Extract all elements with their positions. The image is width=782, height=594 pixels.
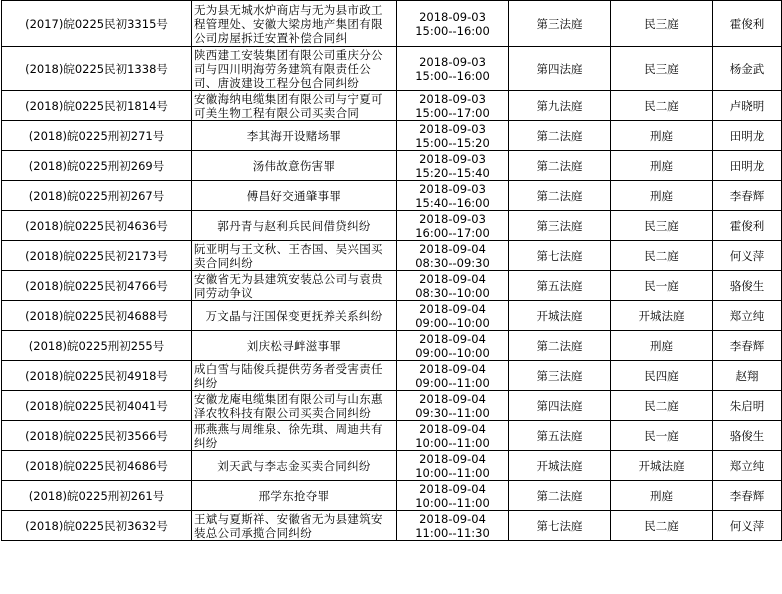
hearing-time	[397, 421, 509, 451]
case-cause: 刘庆松寻衅滋事罪	[192, 331, 397, 361]
judge: 卢晓明	[713, 91, 782, 121]
hearing-slot: 15:00--15:20	[415, 135, 490, 150]
case-number: (2018)皖0225民初4686号	[2, 451, 192, 481]
hearing-time	[397, 391, 509, 421]
hearing-time	[397, 91, 509, 121]
courtroom: 第二法庭	[509, 481, 611, 511]
tribunal: 民一庭	[611, 421, 713, 451]
case-cause: 刘天武与李志金买卖合同纠纷	[192, 451, 397, 481]
hearing-slot: 08:30--09:30	[415, 255, 490, 270]
hearing-slot: 15:20--15:40	[415, 165, 490, 180]
hearing-date: 2018-09-04	[419, 241, 486, 256]
hearing-slot: 09:00--10:00	[415, 315, 490, 330]
case-number: (2018)皖0225民初1814号	[2, 91, 192, 121]
judge: 霍俊利	[713, 1, 782, 47]
hearing-date: 2018-09-04	[419, 331, 486, 346]
case-number: (2018)皖0225民初4918号	[2, 361, 192, 391]
case-cause: 傅昌好交通肇事罪	[192, 181, 397, 211]
hearing-slot: 09:00--10:00	[415, 345, 490, 360]
judge: 李春辉	[713, 181, 782, 211]
table-row	[2, 1, 782, 47]
courtroom: 第三法庭	[509, 361, 611, 391]
case-number: (2018)皖0225民初3566号	[2, 421, 192, 451]
table-row	[2, 391, 782, 421]
case-number: (2017)皖0225民初3315号	[2, 1, 192, 47]
case-number: (2018)皖0225民初3632号	[2, 511, 192, 541]
hearing-time	[397, 121, 509, 151]
case-cause: 陕西建工安装集团有限公司重庆分公司与四川明海劳务建筑有限责任公司、唐波建设工程分包合同纠纷	[192, 47, 397, 91]
case-cause: 汤伟故意伤害罪	[192, 151, 397, 181]
judge: 郑立纯	[713, 451, 782, 481]
hearing-date: 2018-09-04	[419, 391, 486, 406]
courtroom: 第九法庭	[509, 91, 611, 121]
courtroom: 开城法庭	[509, 451, 611, 481]
table-row	[2, 241, 782, 271]
table-row	[2, 301, 782, 331]
hearing-time	[397, 1, 509, 47]
case-number: (2018)皖0225民初2173号	[2, 241, 192, 271]
courtroom: 第四法庭	[509, 391, 611, 421]
tribunal: 民二庭	[611, 241, 713, 271]
courtroom: 第三法庭	[509, 1, 611, 47]
case-cause: 安徽省无为县建筑安装总公司与袁贵同劳动争议	[192, 271, 397, 301]
case-cause: 李其海开设赌场罪	[192, 121, 397, 151]
tribunal: 民二庭	[611, 91, 713, 121]
case-cause: 郭丹青与赵利兵民间借贷纠纷	[192, 211, 397, 241]
hearing-time	[397, 181, 509, 211]
hearing-time	[397, 47, 509, 91]
case-number: (2018)皖0225民初4636号	[2, 211, 192, 241]
courtroom: 第五法庭	[509, 271, 611, 301]
hearing-schedule-table	[1, 0, 782, 541]
case-number: (2018)皖0225刑初267号	[2, 181, 192, 211]
case-cause: 邢燕燕与周维泉、徐先琪、周迪共有纠纷	[192, 421, 397, 451]
hearing-date: 2018-09-03	[419, 211, 486, 226]
tribunal: 刑庭	[611, 481, 713, 511]
hearing-slot: 15:40--16:00	[415, 195, 490, 210]
hearing-slot: 10:00--11:00	[415, 435, 490, 450]
tribunal: 民二庭	[611, 511, 713, 541]
hearing-time	[397, 271, 509, 301]
tribunal: 民四庭	[611, 361, 713, 391]
hearing-time	[397, 241, 509, 271]
case-number: (2018)皖0225刑初255号	[2, 331, 192, 361]
tribunal: 民一庭	[611, 271, 713, 301]
table-row	[2, 361, 782, 391]
hearing-date: 2018-09-04	[419, 451, 486, 466]
judge: 李春辉	[713, 331, 782, 361]
hearing-date: 2018-09-03	[419, 91, 486, 106]
judge: 田明龙	[713, 121, 782, 151]
tribunal: 刑庭	[611, 331, 713, 361]
hearing-time	[397, 331, 509, 361]
case-cause: 无为县无城水炉商店与无为县市政工程管理处、安徽大梁房地产集团有限公司房屋拆迁安置补偿合同纠	[192, 1, 397, 47]
courtroom: 第三法庭	[509, 211, 611, 241]
tribunal: 民二庭	[611, 391, 713, 421]
table-row	[2, 181, 782, 211]
hearing-slot: 16:00--17:00	[415, 225, 490, 240]
judge: 赵翔	[713, 361, 782, 391]
table-row	[2, 91, 782, 121]
case-number: (2018)皖0225民初4041号	[2, 391, 192, 421]
hearing-time	[397, 301, 509, 331]
hearing-time	[397, 511, 509, 541]
table-row	[2, 481, 782, 511]
hearing-date: 2018-09-03	[419, 121, 486, 136]
courtroom: 第七法庭	[509, 511, 611, 541]
table-row	[2, 421, 782, 451]
tribunal: 刑庭	[611, 151, 713, 181]
table-row	[2, 331, 782, 361]
hearing-slot: 15:00--16:00	[415, 23, 490, 38]
table-row	[2, 511, 782, 541]
hearing-time	[397, 211, 509, 241]
hearing-time	[397, 361, 509, 391]
case-number: (2018)皖0225民初1338号	[2, 47, 192, 91]
courtroom: 第二法庭	[509, 331, 611, 361]
table-row	[2, 451, 782, 481]
courtroom: 第四法庭	[509, 47, 611, 91]
hearing-date: 2018-09-04	[419, 361, 486, 376]
table-row	[2, 211, 782, 241]
case-number: (2018)皖0225刑初269号	[2, 151, 192, 181]
hearing-date: 2018-09-03	[419, 151, 486, 166]
hearing-date: 2018-09-04	[419, 481, 486, 496]
judge: 骆俊生	[713, 271, 782, 301]
courtroom: 第二法庭	[509, 151, 611, 181]
judge: 李春辉	[713, 481, 782, 511]
judge: 郑立纯	[713, 301, 782, 331]
hearing-date: 2018-09-04	[419, 511, 486, 526]
hearing-time	[397, 451, 509, 481]
table-row	[2, 271, 782, 301]
hearing-date: 2018-09-04	[419, 271, 486, 286]
hearing-time	[397, 481, 509, 511]
hearing-date: 2018-09-04	[419, 421, 486, 436]
table-row	[2, 47, 782, 91]
tribunal: 刑庭	[611, 181, 713, 211]
hearing-date: 2018-09-04	[419, 301, 486, 316]
table-row	[2, 121, 782, 151]
case-cause: 成白雪与陆俊兵提供劳务者受害责任纠纷	[192, 361, 397, 391]
hearing-slot: 10:00--11:00	[415, 465, 490, 480]
judge: 骆俊生	[713, 421, 782, 451]
case-cause: 万文晶与汪国保变更抚养关系纠纷	[192, 301, 397, 331]
case-cause: 安徽海纳电缆集团有限公司与宁夏可可美生物工程有限公司买卖合同	[192, 91, 397, 121]
hearing-slot: 10:00--11:00	[415, 495, 490, 510]
courtroom: 第五法庭	[509, 421, 611, 451]
case-number: (2018)皖0225民初4766号	[2, 271, 192, 301]
judge: 田明龙	[713, 151, 782, 181]
tribunal: 开城法庭	[611, 301, 713, 331]
hearing-slot: 09:30--11:00	[415, 405, 490, 420]
case-number: (2018)皖0225民初4688号	[2, 301, 192, 331]
hearing-date: 2018-09-03	[419, 9, 486, 24]
courtroom: 开城法庭	[509, 301, 611, 331]
tribunal: 民三庭	[611, 211, 713, 241]
table-row	[2, 151, 782, 181]
case-cause: 阮亚明与王文秋、王杏国、吴兴国买卖合同纠纷	[192, 241, 397, 271]
case-number: (2018)皖0225刑初271号	[2, 121, 192, 151]
tribunal: 民三庭	[611, 47, 713, 91]
hearing-date: 2018-09-03	[419, 54, 486, 69]
hearing-slot: 15:00--16:00	[415, 68, 490, 83]
judge: 何义萍	[713, 511, 782, 541]
judge: 朱启明	[713, 391, 782, 421]
hearing-slot: 08:30--10:00	[415, 285, 490, 300]
courtroom: 第七法庭	[509, 241, 611, 271]
tribunal: 民三庭	[611, 1, 713, 47]
courtroom: 第二法庭	[509, 181, 611, 211]
hearing-slot: 09:00--11:00	[415, 375, 490, 390]
case-number: (2018)皖0225刑初261号	[2, 481, 192, 511]
hearing-slot: 15:00--17:00	[415, 105, 490, 120]
judge: 何义萍	[713, 241, 782, 271]
case-cause: 邢学东抢夺罪	[192, 481, 397, 511]
tribunal: 刑庭	[611, 121, 713, 151]
hearing-date: 2018-09-03	[419, 181, 486, 196]
hearing-slot: 11:00--11:30	[415, 525, 490, 540]
case-cause: 王斌与夏斯祥、安徽省无为县建筑安装总公司承揽合同纠纷	[192, 511, 397, 541]
hearing-time	[397, 151, 509, 181]
tribunal: 开城法庭	[611, 451, 713, 481]
courtroom: 第二法庭	[509, 121, 611, 151]
judge: 杨金武	[713, 47, 782, 91]
case-cause: 安徽龙庵电缆集团有限公司与山东惠泽农牧科技有限公司买卖合同纠纷	[192, 391, 397, 421]
judge: 霍俊利	[713, 211, 782, 241]
